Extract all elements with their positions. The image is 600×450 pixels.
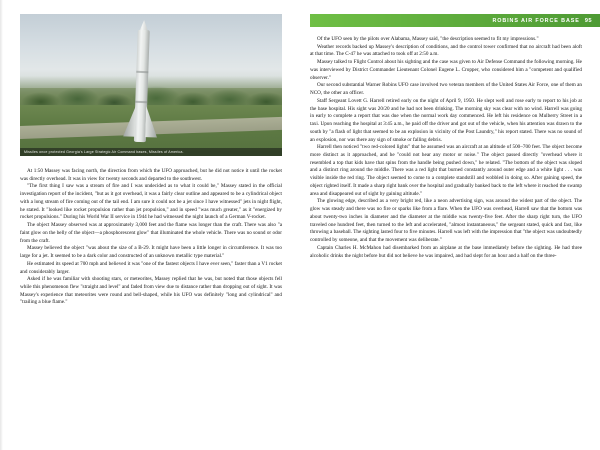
photo-image	[20, 14, 282, 156]
missile-band	[135, 100, 147, 102]
running-header-title: ROBINS AIR FORCE BASE	[492, 17, 580, 24]
running-header	[310, 14, 600, 27]
paragraph: "The first thing I saw was a stream of fire and I was undecided as to what it could be," Massey stated in the official investigation report of the incident, "but as it got overhead, it was a fairly clear outline and appeared to be a cylindrical object with a long stream of fire coming out of the tail end. I am sure it could not be a jet since I have witnessed" jets in night flight, he stated. It "looked like rocket propulsion rather than jet propulsion," and in speed "was much greater," as it "energized by rocket propulsions." During his World War II service in 1944 he had witnessed the night launch of a German V-rocket.	[20, 183, 282, 221]
paragraph: The glowing edge, described as a very bright red, like a neon advertising sign, was around the widest part of the object. The glow was steady and there was no fire or sparks like from a flare. When the UFO was overhead, Harrell saw that the bottom was about twenty-two inches in diameter and the diameter at the middle was twenty-five feet. After the sharp right turn, the UFO traveled one hundred feet, then turned to the left and accelerated, "almost instantaneous," the sergeant stated, quick and fast, like throwing a baseball. The sighting lasted four to five minutes. Harrell was left with the impression that "the object was undoubtedly controlled by someone, and that the movement was deliberate."	[310, 198, 582, 244]
page-edge-shadow	[0, 0, 3, 450]
paragraph: Our second substantial Warner Robins UFO case involved two veteran members of the United States Air Force, one of them an NCO, the other an officer.	[310, 82, 582, 97]
missile-fin-left	[123, 105, 136, 137]
paragraph: Captain Charles H. McMahon had disembarked from an airplane at the base immediately before the sighting. He had three alcoholic drinks the night before but did not believe he was impaired, and had slept for an hour and a half on the three-	[310, 244, 582, 259]
paragraph: Of the UFO seen by the pilots over Alabama, Massey said, "the description seemed to fit my impressions."	[317, 36, 539, 42]
page-number: 95	[584, 17, 592, 24]
paragraph: Asked if he was familiar with shooting stars, or meteorites, Massey replied that he was, but noted that those objects fell while this phenomenon flew "straight and level" and faded from view due to distance rather than dropping out of sight. It was Massey's experience that meteorites were round and bell-shaped, while his UFO was definitely "long and cylindrical" and "trailing a blue flame."	[20, 276, 282, 306]
right-text-column	[310, 36, 582, 260]
missile-band	[136, 71, 148, 73]
paragraph: Harrell then noticed "two red-colored lights" that he assumed was an aircraft at an altitude of 500–700 feet. The object become more distinct as it approached, and he "could not hear any motor or noise." The object passed directly "overhead where it resembled a top that kids have that spins from the handle being pushed down," he related. "The bottom of the object was sloped and a distinct ring around the middle. There was a red light that burned constantly around outer edge and a white light . . . was visible inside the red ring. The object seemed to come to a complete standstill and wobbled in doing so. After gaining speed, the object righted itself. It made a sharp right bank over the hospital and gradually banked back to the left where it reached the swamp area and disappeared out of sight by gaining altitude."	[310, 144, 582, 197]
missile-fin-right	[145, 105, 158, 137]
photo-caption: Missiles once protected Georgia's Large Strategic Air Command bases, Missiles of America.	[24, 149, 184, 154]
photo-figure	[20, 14, 282, 156]
photo-caption-bar	[20, 148, 282, 156]
paragraph: Staff Sergeant Lovett G. Harrell retired early on the night of April 9, 1950. He slept well and rose early to report to his job at the base hospital. His sight was 20/20 and he had not been drinking. The morning sky was clear with no wind. Harrell was going in early to complete a report that was due when the normal work day commenced. He left his residence on Mulberry Street in a taxi. Upon reaching the hospital at 3:45 a.m., he paid off the driver and got out of the vehicle, when his attention was drawn to the south by "a flash of light that seemed to be an explosion in vicinity of the Post Laundry," his report stated. There was no sound of an explosion, nor was there any sign of smoke or falling debris.	[310, 97, 582, 143]
paragraph: Massey believed the object "was about the size of a B-29. It might have been a little longer in circumference. It was too large for a jet. It seemed to be a dark color and constructed of an unknown metallic type material."	[20, 245, 282, 260]
missile-icon	[123, 19, 161, 142]
paragraph: Weather records backed up Massey's description of conditions, and the control tower confirmed that no aircraft had been aloft at that time. The C-47 he was attached to took off at 2:50 a.m.	[310, 43, 582, 58]
left-text-column	[20, 168, 282, 307]
paragraph: At 1:50 Massey was facing north, the direction from which the UFO approached, but he did not notice it until the rocket was directly overhead. It was in view for twenty seconds and departed to the southwest.	[20, 168, 282, 182]
paragraph: The object Massey observed was at approximately 3,000 feet and the flame was longer than the craft. There was also "a faint glow on the belly of the object—a phosphorescent glow" that illuminated the whole vehicle. There was no sound or odor from the craft.	[20, 222, 282, 244]
paragraph: Massey talked to Flight Control about his sighting and the case was given to Air Defense Command the following morning. He was interviewed by District Commander Lieutenant Colonel Eugene L. Cropper, who considered him a "competent and qualified observer."	[310, 59, 582, 81]
paragraph: He estimated its speed at 700 mph and believed it was "one of the fastest objects I have ever seen," faster than a V1 rocket and considerably larger.	[20, 260, 282, 275]
